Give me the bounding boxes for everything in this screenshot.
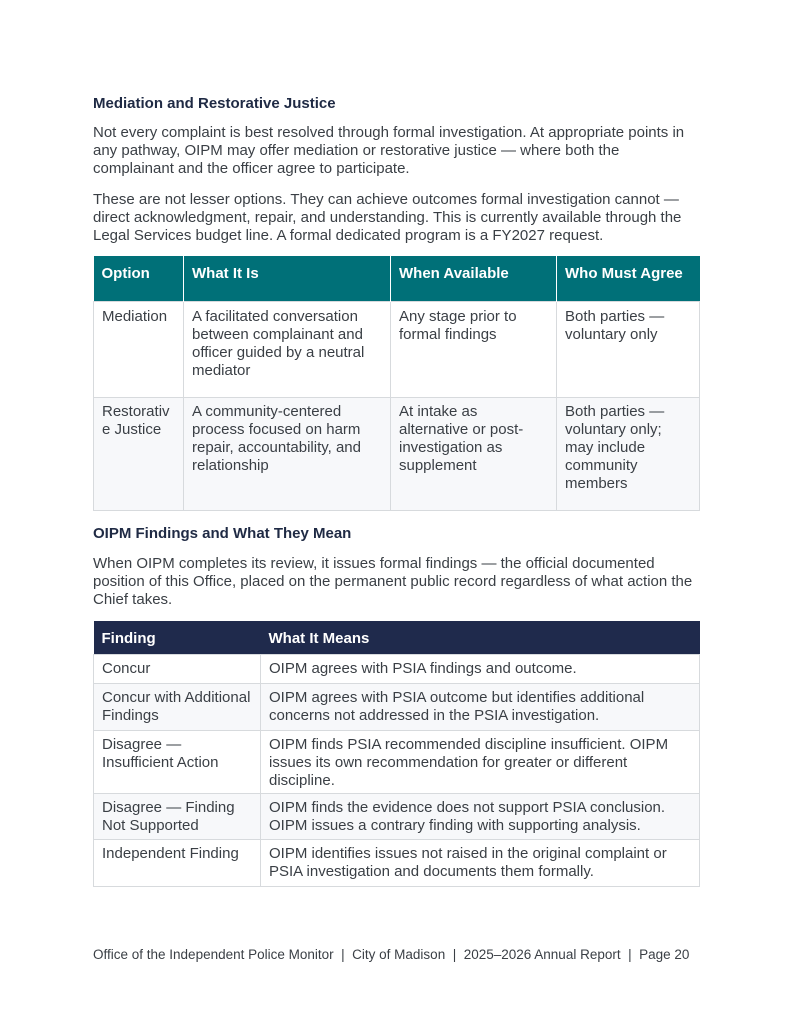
column-header: Who Must Agree xyxy=(557,256,700,301)
table-header-row xyxy=(94,621,700,654)
column-header: When Available xyxy=(391,256,557,301)
section-heading-mediation: Mediation and Restorative Justice xyxy=(93,95,336,112)
table-cell: OIPM identifies issues not raised in the original complaint or PSIA investigation and documents them formally. xyxy=(261,839,700,886)
table-cell: Independent Finding xyxy=(94,839,261,886)
table-cell: At intake as alternative or post-investigation as supplement xyxy=(391,397,557,510)
table-row xyxy=(94,730,700,793)
table-cell: Restorative Justice xyxy=(94,397,184,510)
findings-table xyxy=(93,621,700,887)
table-cell: Both parties — voluntary only xyxy=(557,301,700,397)
table-cell: OIPM agrees with PSIA outcome but identifies additional concerns not addressed in the PSIA investigation. xyxy=(261,683,700,730)
table-row xyxy=(94,654,700,683)
table-row xyxy=(94,301,700,397)
column-header: Finding xyxy=(94,621,261,654)
table-cell: Mediation xyxy=(94,301,184,397)
section-heading-findings: OIPM Findings and What They Mean xyxy=(93,525,352,542)
table-cell: A community-centered process focused on harm repair, accountability, and relationship xyxy=(184,397,391,510)
table-cell: Disagree — Finding Not Supported xyxy=(94,793,261,839)
table-cell: A facilitated conversation between complainant and officer guided by a neutral mediator xyxy=(184,301,391,397)
table-header-row xyxy=(94,256,700,301)
table-cell: OIPM finds the evidence does not support PSIA conclusion. OIPM issues a contrary finding with supporting analysis. xyxy=(261,793,700,839)
mediation-intro-paragraph: Not every complaint is best resolved through formal investigation. At appropriate points in any pathway, OIPM may offer mediation or restorative justice — where both the complainant and the officer agree to participate. xyxy=(93,124,685,177)
column-header: Option xyxy=(94,256,184,301)
table-row xyxy=(94,793,700,839)
findings-intro-paragraph: When OIPM completes its review, it issues formal findings — the official documented position of this Office, placed on the permanent public record regardless of what action the Chief takes. xyxy=(93,555,693,608)
page-footer: Office of the Independent Police Monitor | City of Madison | 2025–2026 Annual Report | Page 20 xyxy=(93,947,690,962)
table-cell: OIPM agrees with PSIA findings and outcome. xyxy=(261,654,700,683)
table-cell: Any stage prior to formal findings xyxy=(391,301,557,397)
table-cell: Concur with Additional Findings xyxy=(94,683,261,730)
table-row xyxy=(94,839,700,886)
column-header: What It Means xyxy=(261,621,700,654)
mediation-options-paragraph: These are not lesser options. They can achieve outcomes formal investigation cannot — direct acknowledgment, repair, and understanding. This is currently available through the Legal Services budget line. A formal dedicated program is a FY2027 request. xyxy=(93,191,682,244)
table-cell: Disagree — Insufficient Action xyxy=(94,730,261,793)
table-row xyxy=(94,683,700,730)
table-row xyxy=(94,397,700,510)
table-cell: Both parties — voluntary only; may include community members xyxy=(557,397,700,510)
column-header: What It Is xyxy=(184,256,391,301)
table-cell: OIPM finds PSIA recommended discipline insufficient. OIPM issues its own recommendation for greater or different discipline. xyxy=(261,730,700,793)
table-cell: Concur xyxy=(94,654,261,683)
mediation-options-table xyxy=(93,256,700,511)
